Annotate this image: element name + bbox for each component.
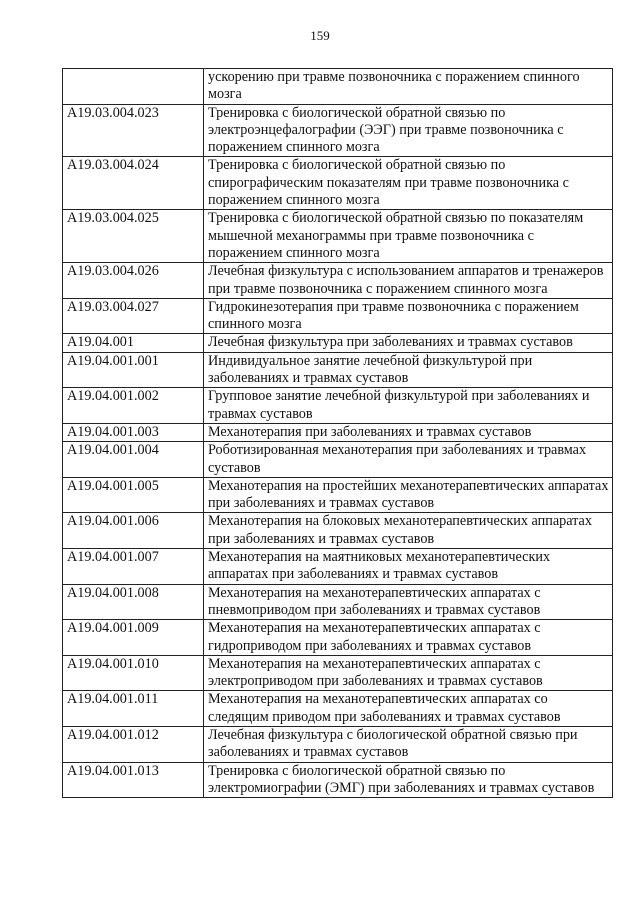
procedure-code	[63, 69, 204, 105]
procedure-code: A19.04.001.007	[63, 549, 204, 585]
table-body	[63, 69, 613, 798]
procedure-code: A19.04.001.004	[63, 442, 204, 478]
procedure-description: Индивидуальное занятие лечебной физкультурой при заболеваниях и травмах суставов	[204, 352, 613, 388]
table-row	[63, 104, 613, 157]
page-number: 159	[310, 28, 330, 43]
procedure-code: A19.04.001.003	[63, 423, 204, 441]
procedure-code: A19.04.001.001	[63, 352, 204, 388]
table-row	[63, 298, 613, 334]
table-row	[63, 620, 613, 656]
procedure-description: Гидрокинезотерапия при травме позвоночника с поражением спинного мозга	[204, 298, 613, 334]
procedures-table	[62, 68, 613, 798]
procedure-description: Тренировка с биологической обратной связью по спирографическим показателям при травме позвоночника с поражением спинного мозга	[204, 157, 613, 210]
table-row	[63, 655, 613, 691]
procedure-description: Механотерапия при заболеваниях и травмах суставов	[204, 423, 613, 441]
procedure-description: Лечебная физкультура с биологической обратной связью при заболеваниях и травмах суставов	[204, 726, 613, 762]
procedure-code: A19.04.001.009	[63, 620, 204, 656]
procedure-description: Тренировка с биологической обратной связью по электромиографии (ЭМГ) при заболеваниях и травмах суставов	[204, 762, 613, 798]
procedure-code: A19.03.004.023	[63, 104, 204, 157]
procedure-description: Механотерапия на механотерапевтических аппаратах с электроприводом при заболеваниях и травмах суставов	[204, 655, 613, 691]
table-row	[63, 388, 613, 424]
table-row	[63, 263, 613, 299]
procedure-description: ускорению при травме позвоночника с поражением спинного мозга	[204, 69, 613, 105]
table-row	[63, 477, 613, 513]
table-row	[63, 210, 613, 263]
procedure-code: A19.04.001.013	[63, 762, 204, 798]
table-row	[63, 549, 613, 585]
table-row	[63, 584, 613, 620]
procedure-description: Механотерапия на механотерапевтических аппаратах со следящим приводом при заболеваниях и травмах суставов	[204, 691, 613, 727]
procedure-code: A19.04.001.006	[63, 513, 204, 549]
table-row	[63, 69, 613, 105]
procedure-code: A19.04.001.008	[63, 584, 204, 620]
table-row	[63, 762, 613, 798]
table-row	[63, 691, 613, 727]
procedure-description: Механотерапия на маятниковых механотерапевтических аппаратах при заболеваниях и травмах суставов	[204, 549, 613, 585]
procedure-code: A19.04.001.010	[63, 655, 204, 691]
procedure-code: A19.03.004.027	[63, 298, 204, 334]
table-row	[63, 513, 613, 549]
procedure-code: A19.03.004.026	[63, 263, 204, 299]
table-row	[63, 352, 613, 388]
procedure-description: Групповое занятие лечебной физкультурой при заболеваниях и травмах суставов	[204, 388, 613, 424]
procedure-description: Механотерапия на механотерапевтических аппаратах с пневмоприводом при заболеваниях и травмах суставов	[204, 584, 613, 620]
procedure-description: Роботизированная механотерапия при заболеваниях и травмах суставов	[204, 442, 613, 478]
procedure-description: Лечебная физкультура при заболеваниях и травмах суставов	[204, 334, 613, 352]
procedure-code: A19.03.004.025	[63, 210, 204, 263]
procedure-code: A19.04.001.012	[63, 726, 204, 762]
procedure-code: A19.04.001.005	[63, 477, 204, 513]
table-row	[63, 726, 613, 762]
procedure-description: Тренировка с биологической обратной связью по показателям мышечной механограммы при травме позвоночника с поражением спинного мозга	[204, 210, 613, 263]
procedure-description: Лечебная физкультура с использованием аппаратов и тренажеров при травме позвоночника с поражением спинного мозга	[204, 263, 613, 299]
table-row	[63, 157, 613, 210]
procedure-description: Механотерапия на блоковых механотерапевтических аппаратах при заболеваниях и травмах суставов	[204, 513, 613, 549]
procedure-code: A19.04.001.002	[63, 388, 204, 424]
procedure-code: A19.04.001.011	[63, 691, 204, 727]
procedure-description: Механотерапия на механотерапевтических аппаратах с гидроприводом при заболеваниях и травмах суставов	[204, 620, 613, 656]
table-row	[63, 442, 613, 478]
procedure-description: Тренировка с биологической обратной связью по электроэнцефалографии (ЭЭГ) при травме позвоночника с поражением спинного мозга	[204, 104, 613, 157]
table-row	[63, 334, 613, 352]
procedure-description: Механотерапия на простейших механотерапевтических аппаратах при заболеваниях и травмах суставов	[204, 477, 613, 513]
procedure-code: A19.03.004.024	[63, 157, 204, 210]
procedure-code: A19.04.001	[63, 334, 204, 352]
table-row	[63, 423, 613, 441]
